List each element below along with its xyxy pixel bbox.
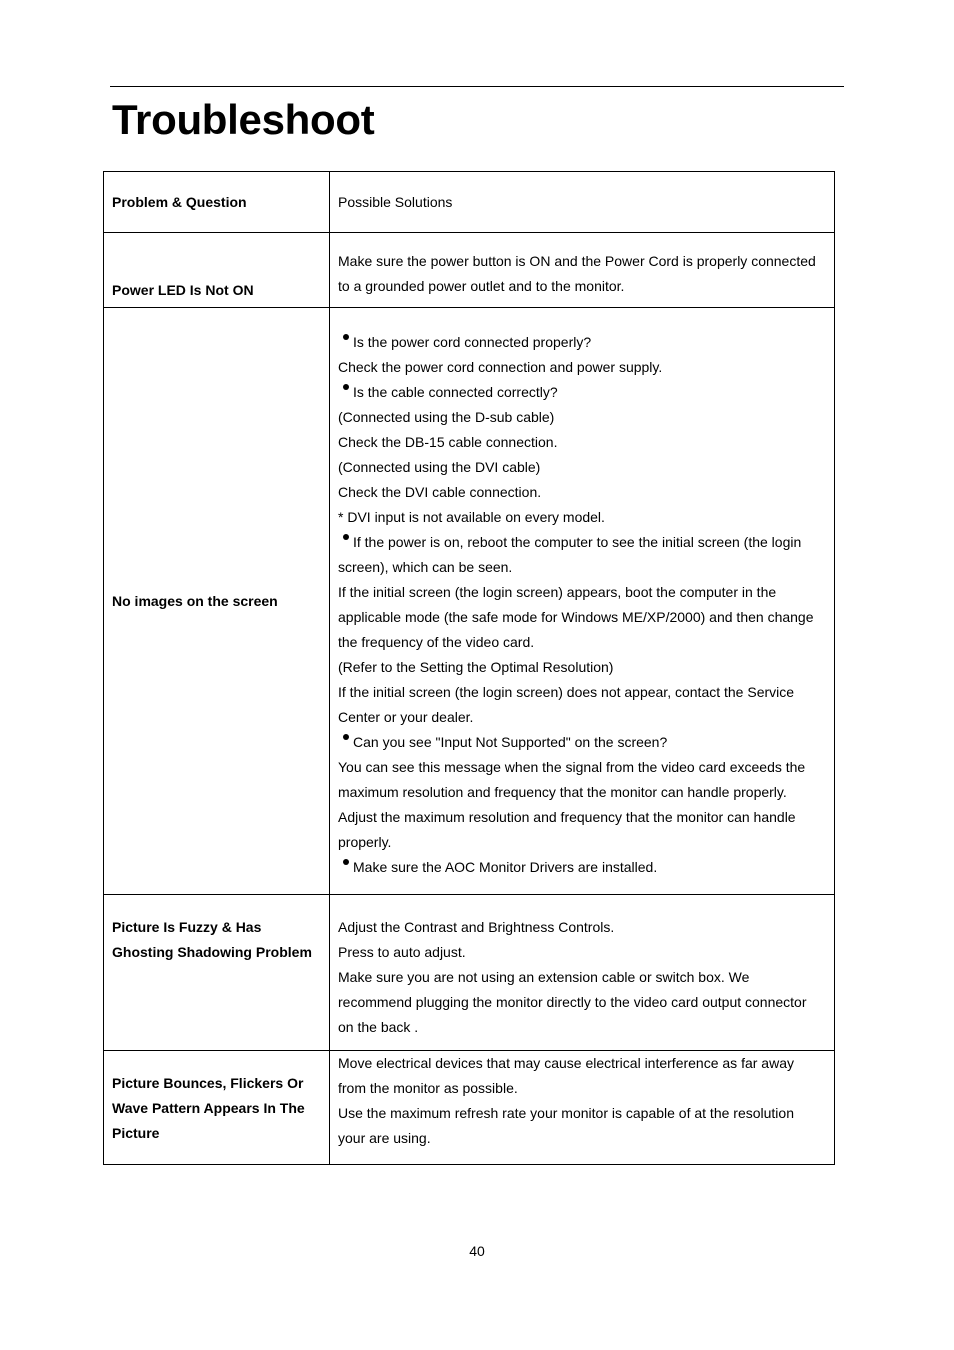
solution-line: (Connected using the DVI cable) [338,459,541,475]
solution-cell [330,1051,835,1165]
solution-line: screen), which can be seen. [338,559,513,575]
solution-cell [330,233,835,308]
bullet-icon [343,734,349,740]
bullet-text: If the power is on, reboot the computer to see the initial screen (the login [353,534,802,550]
solution-line: Adjust the maximum resolution and frequency that the monitor can handle [338,809,796,825]
solution-line: Make sure you are not using an extension cable or switch box. We [338,969,750,985]
solution-line: Make sure the power button is ON and the Power Cord is properly connected [338,253,816,269]
bullet-item [338,530,826,555]
page-title: Troubleshoot [112,96,375,143]
problem-cell [104,1051,330,1165]
solution-line: If the initial screen (the login screen) appears, boot the computer in the [338,584,777,600]
solution-line: Use the maximum refresh rate your monitor is capable of at the resolution [338,1105,794,1121]
page-number: 40 [469,1243,485,1259]
solution-line: your are using. [338,1130,431,1146]
solution-line: maximum resolution and frequency that the monitor can handle properly. [338,784,787,800]
header-solution: Possible Solutions [330,172,835,233]
header-problem: Problem & Question [104,172,330,233]
bullet-icon [343,334,349,340]
solution-line: Center or your dealer. [338,709,474,725]
problem-line: Picture Bounces, Flickers Or [112,1075,304,1091]
bullet-text: Can you see "Input Not Supported" on the screen? [353,734,668,750]
problem-line: Wave Pattern Appears In The [112,1100,305,1116]
bullet-icon [343,384,349,390]
solution-cell [330,308,835,895]
bullet-text: Is the power cord connected properly? [353,334,592,350]
troubleshoot-table [103,171,835,1165]
bullet-text: Is the cable connected correctly? [353,384,558,400]
bullet-item [338,730,826,755]
solution-line: recommend plugging the monitor directly to the video card output connector [338,994,807,1010]
solution-line: Press to auto adjust. [338,944,466,960]
top-rule [110,86,844,87]
table-header-row [104,172,835,233]
problem-cell: Power LED Is Not ON [104,233,330,308]
solution-line: applicable mode (the safe mode for Windows ME/XP/2000) and then change [338,609,814,625]
bullet-item [338,380,826,405]
solution-line: * DVI input is not available on every model. [338,509,605,525]
bullet-item [338,330,826,355]
solution-line: to a grounded power outlet and to the monitor. [338,278,625,294]
bullet-item [338,855,826,880]
bullet-icon [343,534,349,540]
bullet-text: Make sure the AOC Monitor Drivers are installed. [353,859,658,875]
solution-line: (Connected using the D-sub cable) [338,409,555,425]
problem-line: Ghosting Shadowing Problem [112,944,312,960]
solution-line: Check the DVI cable connection. [338,484,542,500]
bullet-icon [343,859,349,865]
solution-line: Check the power cord connection and power supply. [338,359,663,375]
table-row [104,1051,835,1165]
problem-line: Picture Is Fuzzy & Has [112,919,262,935]
table-row [104,895,835,1051]
solution-line: from the monitor as possible. [338,1080,518,1096]
solution-line: the frequency of the video card. [338,634,535,650]
solution-line: Check the DB-15 cable connection. [338,434,558,450]
solution-line: Move electrical devices that may cause electrical interference as far away [338,1055,794,1071]
solution-line: properly. [338,834,392,850]
solution-line: If the initial screen (the login screen) does not appear, contact the Service [338,684,795,700]
solution-cell [330,895,835,1051]
problem-line: Picture [112,1125,160,1141]
solution-line: You can see this message when the signal from the video card exceeds the [338,759,806,775]
table-row [104,308,835,895]
problem-cell: No images on the screen [104,308,330,895]
solution-line: (Refer to the Setting the Optimal Resolution) [338,659,614,675]
solution-line: Adjust the Contrast and Brightness Controls. [338,919,615,935]
solution-line: on the back . [338,1019,419,1035]
problem-cell [104,895,330,1051]
table-row [104,233,835,308]
